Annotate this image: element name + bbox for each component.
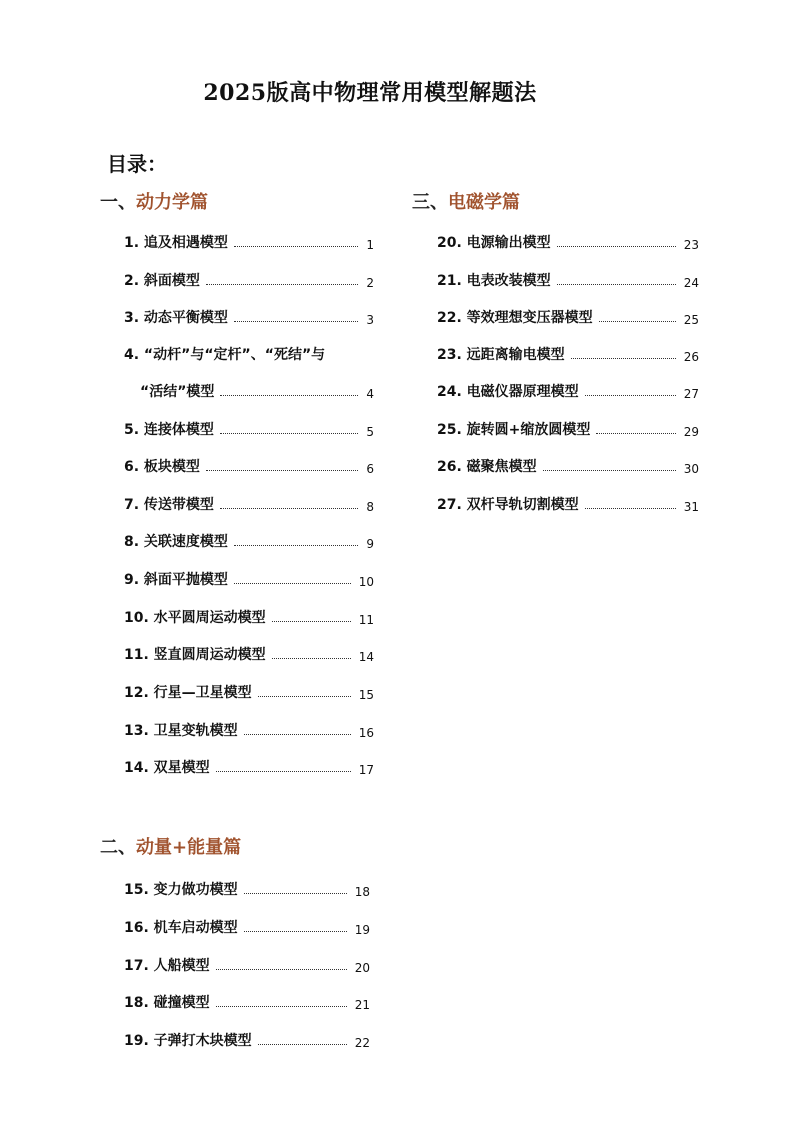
toc-entry[interactable] [124, 344, 374, 364]
toc-entry-page-number: 27 [683, 387, 699, 401]
toc-entry-label: 21. 电表改装模型 [437, 273, 551, 289]
dot-leader [258, 1043, 347, 1045]
dot-leader [216, 770, 351, 772]
toc-entry[interactable] [124, 992, 370, 1012]
dot-leader [220, 507, 358, 509]
section-number: 一、 [100, 192, 136, 213]
toc-entry[interactable] [437, 307, 699, 327]
dot-leader [258, 695, 351, 697]
toc-entry-label: 14. 双星模型 [124, 760, 210, 776]
toc-entry-page-number: 29 [683, 425, 699, 439]
dot-leader [272, 620, 351, 622]
dot-leader [220, 432, 358, 434]
toc-entry-page-number: 16 [358, 726, 374, 740]
toc-entry[interactable] [124, 879, 370, 899]
toc-entry-page-number: 26 [683, 350, 699, 364]
toc-entry[interactable] [124, 917, 370, 937]
toc-entry-label: 27. 双杆导轨切割模型 [437, 497, 579, 513]
toc-entry[interactable] [124, 307, 374, 327]
toc-entry[interactable] [437, 494, 699, 514]
toc-entry[interactable] [124, 419, 374, 439]
toc-entry-page-number: 3 [366, 313, 374, 327]
toc-entry-page-number: 18 [354, 885, 370, 899]
toc-entry[interactable] [124, 569, 374, 589]
section-name: 动量+能量篇 [136, 837, 242, 858]
toc-entry-label: 26. 磁聚焦模型 [437, 459, 537, 475]
dot-leader [206, 469, 358, 471]
dot-leader [234, 245, 358, 247]
toc-entry[interactable] [124, 1030, 370, 1050]
toc-entry-label: 1. 追及相遇模型 [124, 235, 228, 251]
toc-entry-label: 22. 等效理想变压器模型 [437, 310, 593, 326]
toc-entry-label: 8. 关联速度模型 [124, 534, 228, 550]
toc-entry-label: 9. 斜面平抛模型 [124, 572, 228, 588]
toc-entry-label: 19. 子弹打木块模型 [124, 1033, 252, 1049]
dot-leader [599, 320, 676, 322]
toc-entry-label: 10. 水平圆周运动模型 [124, 610, 266, 626]
dot-leader [244, 930, 347, 932]
toc-entry-label: 6. 板块模型 [124, 459, 200, 475]
toc-entry-page-number: 21 [354, 998, 370, 1012]
toc-entry-page-number: 20 [354, 961, 370, 975]
dot-leader [543, 469, 676, 471]
toc-entry-label: 17. 人船模型 [124, 958, 210, 974]
toc-entry-label: 3. 动态平衡模型 [124, 310, 228, 326]
toc-entry-page-number: 23 [683, 238, 699, 252]
toc-entry[interactable] [124, 644, 374, 664]
toc-entry-page-number: 31 [683, 500, 699, 514]
toc-entry-page-number: 2 [366, 276, 374, 290]
toc-entry-page-number: 17 [358, 763, 374, 777]
dot-leader [244, 892, 347, 894]
toc-entry[interactable] [124, 607, 374, 627]
toc-entry-page-number: 1 [366, 238, 374, 252]
dot-leader [234, 544, 358, 546]
section-number: 二、 [100, 837, 136, 858]
dot-leader [234, 582, 351, 584]
dot-leader [557, 245, 676, 247]
section-heading-dynamics [100, 188, 208, 214]
dot-leader [557, 283, 676, 285]
toc-entry-page-number: 24 [683, 276, 699, 290]
toc-entry[interactable] [124, 682, 374, 702]
dot-leader [216, 1005, 347, 1007]
toc-entry-page-number: 5 [366, 425, 374, 439]
toc-entry[interactable] [124, 494, 374, 514]
toc-entry-label: 4. “动杆”与“定杆”、“死结”与 [124, 347, 326, 363]
toc-entry-label: 2. 斜面模型 [124, 273, 200, 289]
toc-entry-label: 15. 变力做功模型 [124, 882, 238, 898]
toc-entry-page-number: 25 [683, 313, 699, 327]
toc-entry-label: 23. 远距离输电模型 [437, 347, 565, 363]
dot-leader [220, 394, 358, 396]
toc-entry[interactable] [124, 456, 374, 476]
dot-leader [206, 283, 358, 285]
toc-entry-page-number: 10 [358, 575, 374, 589]
toc-entry-continuation[interactable] [140, 381, 374, 401]
toc-entry-label: 24. 电磁仪器原理模型 [437, 384, 579, 400]
toc-entry[interactable] [124, 270, 374, 290]
toc-entry[interactable] [437, 344, 699, 364]
toc-entry-page-number: 4 [366, 387, 374, 401]
section-name: 动力学篇 [136, 192, 208, 213]
section-heading-momentum [100, 833, 241, 859]
toc-entry[interactable] [124, 232, 374, 252]
toc-entry-label: 5. 连接体模型 [124, 422, 214, 438]
toc-entry-page-number: 8 [366, 500, 374, 514]
section-name: 电磁学篇 [448, 192, 520, 213]
toc-entry-page-number: 30 [683, 462, 699, 476]
toc-entry[interactable] [437, 456, 699, 476]
toc-entry-label: 12. 行星—卫星模型 [124, 685, 252, 701]
toc-entry[interactable] [124, 720, 374, 740]
toc-entry[interactable] [124, 955, 370, 975]
toc-entry-label: 7. 传送带模型 [124, 497, 214, 513]
toc-entry[interactable] [437, 381, 699, 401]
dot-leader [234, 320, 358, 322]
dot-leader [585, 507, 676, 509]
toc-entry-label: 16. 机车启动模型 [124, 920, 238, 936]
toc-entry-label: 20. 电源输出模型 [437, 235, 551, 251]
section-number: 三、 [412, 192, 448, 213]
dot-leader [272, 657, 351, 659]
toc-entry-page-number: 22 [354, 1036, 370, 1050]
dot-leader [216, 968, 347, 970]
toc-entry-page-number: 6 [366, 462, 374, 476]
toc-entry[interactable] [124, 757, 374, 777]
toc-entry-page-number: 15 [358, 688, 374, 702]
toc-entry-label: 11. 竖直圆周运动模型 [124, 647, 266, 663]
section-heading-electromagnetism [412, 188, 520, 214]
dot-leader [244, 733, 351, 735]
dot-leader [585, 394, 676, 396]
toc-entry[interactable] [437, 232, 699, 252]
toc-entry-label: 25. 旋转圆+缩放圆模型 [437, 422, 591, 438]
toc-entry-page-number: 9 [366, 537, 374, 551]
toc-entry-label: 13. 卫星变轨模型 [124, 723, 238, 739]
toc-entry-label: 18. 碰撞模型 [124, 995, 210, 1011]
toc-entry-page-number: 11 [358, 613, 374, 627]
toc-entry[interactable] [437, 270, 699, 290]
dot-leader [596, 432, 675, 434]
dot-leader [571, 357, 676, 359]
toc-entry-page-number: 14 [358, 650, 374, 664]
toc-entry-label-continued: “活结”模型 [140, 384, 215, 400]
toc-heading: 目录： [107, 152, 167, 176]
toc-entry[interactable] [124, 531, 374, 551]
toc-entry[interactable] [437, 419, 699, 439]
document-title: 2025版高中物理常用模型解题法 [203, 80, 537, 106]
toc-entry-page-number: 19 [354, 923, 370, 937]
